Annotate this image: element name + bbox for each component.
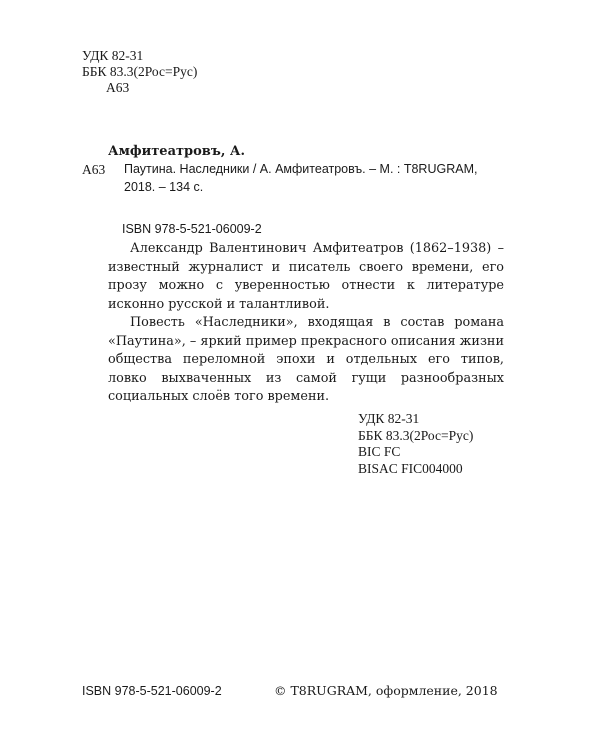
annotation xyxy=(108,240,504,407)
copyright-notice: © T8RUGRAM, оформление, 2018 xyxy=(274,683,498,698)
bottom-classification-block xyxy=(358,411,473,477)
author-heading: Амфитеатровъ, А. xyxy=(108,144,245,159)
annotation-paragraph: Повесть «Наследники», входящая в состав романа «Паутина», – яркий пример прекрасного описания жизни общества переломной эпохи и отдельных его типов, ловко выхваченных из самой гущи разнообразных социальных слоёв того времени. xyxy=(108,315,504,404)
author-mark: А63 xyxy=(106,80,130,95)
footer-isbn: ISBN 978-5-521-06009-2 xyxy=(82,684,222,698)
isbn-number: ISBN 978-5-521-06009-2 xyxy=(122,222,262,236)
bic-code: BIC FC xyxy=(358,444,401,459)
udk-code: УДК 82-31 xyxy=(358,411,420,426)
author-mark-inline: А63 xyxy=(82,162,106,177)
bbk-code: ББК 83.3(2Рос=Рус) xyxy=(82,64,198,79)
annotation-paragraph: Александр Валентинович Амфитеатров (1862–1938) – известный журналист и писатель своего времени, его прозу можно с уверенностью отнести к литературе исконно русской и талантливой. xyxy=(108,241,504,312)
bibliographic-description: Паутина. Наследники / А. Амфитеатровъ. – М. : T8RUGRAM, 2018. – 134 с. xyxy=(124,162,478,194)
bisac-code: BISAC FIC004000 xyxy=(358,460,463,476)
udk-code: УДК 82-31 xyxy=(82,48,144,63)
top-classification-block xyxy=(82,48,197,96)
bbk-code: ББК 83.3(2Рос=Рус) xyxy=(358,427,474,443)
